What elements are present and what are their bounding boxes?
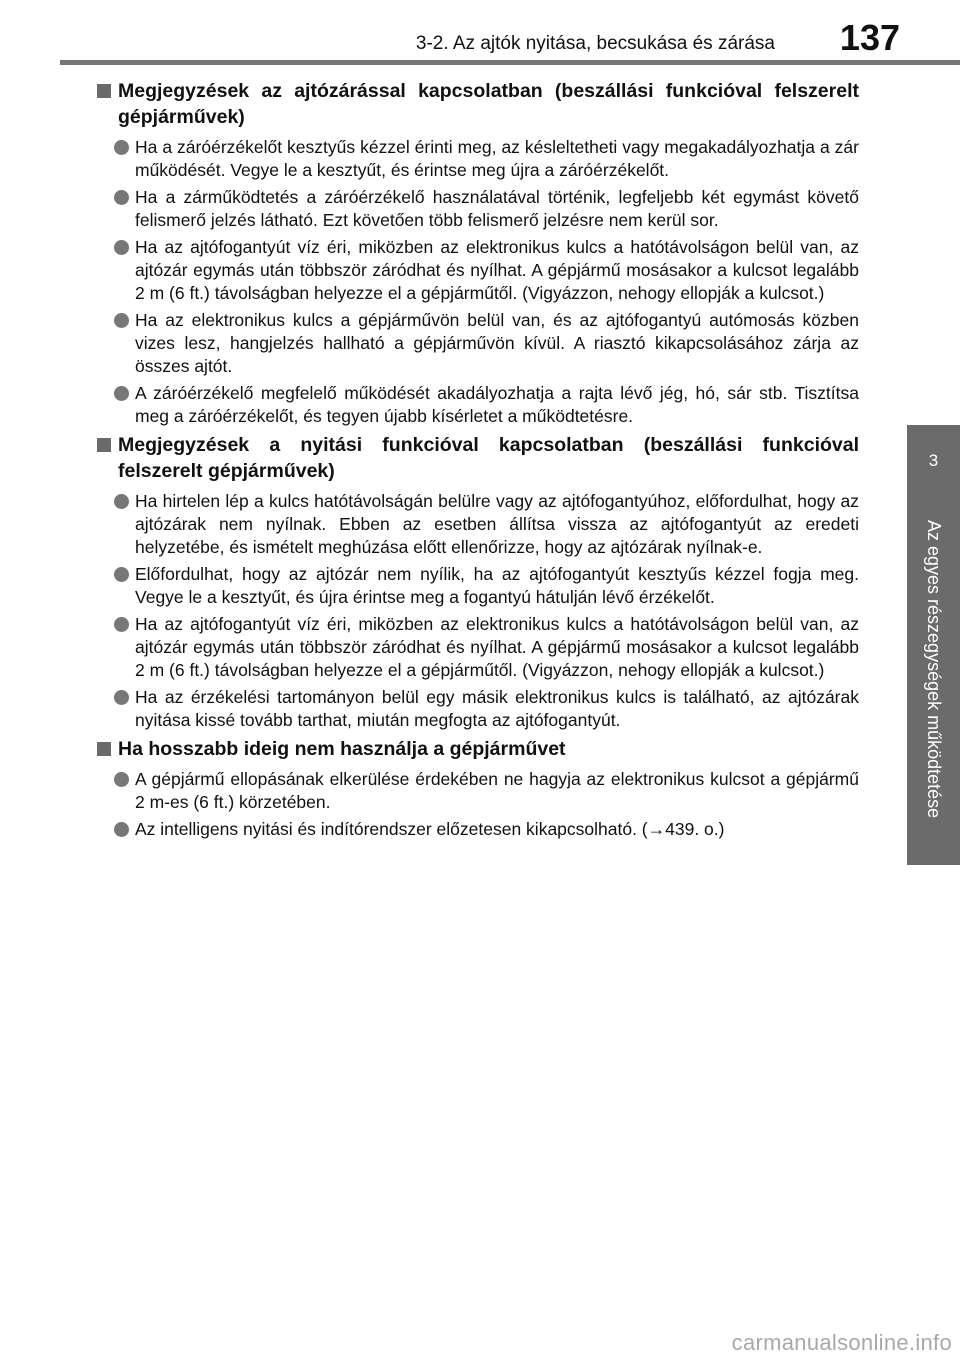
list-item-text: A záróérzékelő megfelelő működését akadályozhatja a rajta lévő jég, hó, sár stb. Tisztítsa meg a záróérzékelőt, és tegyen újabb kísérletet a működtetésre. <box>135 383 859 426</box>
list-item-text: Előfordulhat, hogy az ajtózár nem nyílik, ha az ajtófogantyút kesztyűs kézzel fogja meg. Vegye le a kesztyűt, és újra érintse meg a fogantyú hátulján lévő érzékelőt. <box>135 564 859 607</box>
section-heading <box>97 432 859 484</box>
circle-bullet-icon <box>114 772 129 787</box>
circle-bullet-icon <box>114 140 129 155</box>
chapter-tab-label: Az egyes részegységek működtetése <box>924 520 944 819</box>
list-item <box>97 382 859 428</box>
section-heading-text: Megjegyzések a nyitási funkcióval kapcsolatban (beszállási funkcióval felszerelt gépjárművek) <box>118 434 859 482</box>
page-content <box>97 78 859 845</box>
running-header: 3-2. Az ajtók nyitása, becsukása és zárása <box>415 33 775 54</box>
list-item <box>97 309 859 378</box>
list-item-text: Ha az ajtófogantyút víz éri, miközben az elektronikus kulcs a hatótávolságon belül van, az ajtózár egymás után többször záródhat és nyílhat. A gépjármű mosásakor a kulcsot legalább 2 m (6 ft.) távolságban helyezze el a gépjárműtől. (Vigyázzon, nehogy ellopják a kulcsot.) <box>135 237 859 303</box>
chapter-tab-number: 3 <box>928 451 939 470</box>
watermark: carmanualsonline.info <box>731 1330 952 1355</box>
square-bullet-icon <box>97 742 111 756</box>
section-heading <box>97 736 859 762</box>
circle-bullet-icon <box>114 313 129 328</box>
circle-bullet-icon <box>114 190 129 205</box>
list-item <box>97 613 859 682</box>
list-item <box>97 490 859 559</box>
header-rule <box>60 60 960 65</box>
square-bullet-icon <box>97 84 111 98</box>
circle-bullet-icon <box>114 690 129 705</box>
circle-bullet-icon <box>114 822 129 837</box>
list-item <box>97 186 859 232</box>
list-item <box>97 136 859 182</box>
circle-bullet-icon <box>114 617 129 632</box>
circle-bullet-icon <box>114 567 129 582</box>
list-item-text: Ha a zárműködtetés a záróérzékelő használatával történik, legfeljebb két egymást követő felismerő jelzés látható. Ezt követően több felismerő jelzésre nem kerül sor. <box>135 187 859 230</box>
section-heading-text: Ha hosszabb ideig nem használja a gépjárművet <box>118 738 566 760</box>
list-item-text: Ha az elektronikus kulcs a gépjárművön belül van, és az ajtófogantyú autómosás közben vizes lesz, hangjelzés hallható a gépjárművön kívül. A riasztó kikapcsolásához zárja az összes ajtót. <box>135 310 859 376</box>
circle-bullet-icon <box>114 494 129 509</box>
list-item <box>97 768 859 814</box>
list-item <box>97 563 859 609</box>
section-unlock-notes <box>97 432 859 732</box>
list-item-text: Ha az ajtófogantyút víz éri, miközben az elektronikus kulcs a hatótávolságon belül van, az ajtózár egymás után többször záródhat és nyílhat. A gépjármű mosásakor a kulcsot legalább 2 m (6 ft.) távolságban helyezze el a gépjárműtől. (Vigyázzon, nehogy ellopják a kulcsot.) <box>135 614 859 680</box>
list-item-text: Az intelligens nyitási és indítórendszer előzetesen kikapcsolható. (→439. o.) <box>135 819 725 839</box>
circle-bullet-icon <box>114 386 129 401</box>
list-item <box>97 686 859 732</box>
list-item-text: A gépjármű ellopásának elkerülése érdekében ne hagyja az elektronikus kulcsot a gépjármű 2 m-es (6 ft.) körzetében. <box>135 769 859 812</box>
section-door-lock-notes <box>97 78 859 428</box>
section-heading <box>97 78 859 130</box>
list-item-text: Ha az érzékelési tartományon belül egy másik elektronikus kulcs is található, az ajtózárak nyitása kissé tovább tarthat, miután megfogta az ajtófogantyút. <box>135 687 859 730</box>
chapter-tab <box>907 425 960 865</box>
list-item <box>97 818 859 841</box>
section-heading-text: Megjegyzések az ajtózárással kapcsolatban (beszállási funkcióval felszerelt gépjárművek) <box>118 80 859 128</box>
list-item-text: Ha a záróérzékelőt kesztyűs kézzel érinti meg, az késleltetheti vagy megakadályozhatja a zár működését. Vegye le a kesztyűt, és érintse meg újra a záróérzékelőt. <box>135 137 859 180</box>
page-number: 137 <box>839 17 900 58</box>
section-long-term-storage <box>97 736 859 841</box>
circle-bullet-icon <box>114 240 129 255</box>
list-item <box>97 236 859 305</box>
list-item-text: Ha hirtelen lép a kulcs hatótávolságán belülre vagy az ajtófogantyúhoz, előfordulhat, hogy az ajtózárak nem nyílnak. Ebben az esetben állítsa vissza az ajtófogantyút az eredeti helyzetébe, és ismételt meghúzása előtt ellenőrizze, hogy az ajtózárak nyílnak-e. <box>135 491 859 557</box>
square-bullet-icon <box>97 438 111 452</box>
